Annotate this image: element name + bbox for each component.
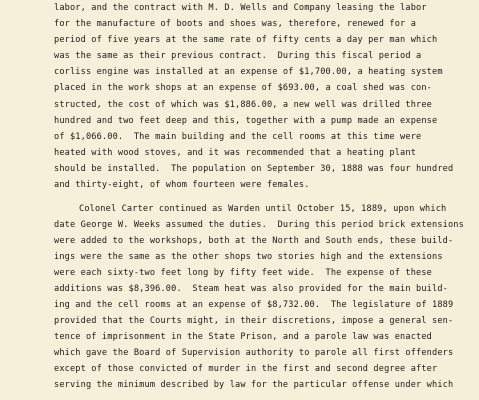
text-line: except of those convicted of murder in the first and second degree after: [54, 364, 438, 374]
text-line: and thirty-eight, of whom fourteen were females.: [54, 180, 310, 190]
text-line: of $1,066.00. The main building and the cell rooms at this time were: [54, 132, 422, 142]
text-line: were added to the workshops, both at the North and South ends, these build-: [54, 236, 454, 246]
text-line: were each sixty-two feet long by fifty feet wide. The expense of these: [54, 268, 432, 278]
text-line: was the same as their previous contract. During this fiscal period a: [54, 51, 422, 61]
text-line: hundred and two feet deep and this, together with a pump made an expense: [54, 116, 438, 126]
text-line: ings were the same as the other shops two stories high and the extensions: [54, 252, 443, 262]
text-line: should be installed. The population on September 30, 1888 was four hundred: [54, 164, 454, 174]
text-line: placed in the work shops at an expense of $693.00, a coal shed was con-: [54, 83, 432, 93]
text-line: Colonel Carter continued as Warden until October 15, 1889, upon which: [79, 204, 447, 214]
text-line: provided that the Courts might, in their discretions, impose a general sen-: [54, 316, 454, 326]
text-line: ing and the cell rooms at an expense of $8,732.00. The legislature of 1889: [54, 300, 454, 310]
text-line: serving the minimum described by law for the particular offense under which: [54, 380, 454, 390]
text-line: date George W. Weeks assumed the duties. During this period brick extensions: [54, 220, 464, 230]
text-line: labor, and the contract with M. D. Wells and Company leasing the labor: [54, 3, 427, 13]
text-line: structed, the cost of which was $1,886.00, a new well was drilled three: [54, 100, 432, 110]
text-line: period of five years at the same rate of fifty cents a day per man which: [54, 35, 438, 45]
text-line: corliss engine was installed at an expense of $1,700.00, a heating system: [54, 67, 443, 77]
text-line: heated with wood stoves, and it was recommended that a heating plant: [54, 148, 417, 158]
text-line: for the manufacture of boots and shoes was, therefore, renewed for a: [54, 19, 417, 29]
text-line: tence of imprisonment in the State Prison, and a parole law was enacted: [54, 332, 432, 342]
text-line: which gave the Board of Supervision authority to parole all first offenders: [54, 348, 454, 358]
text-line: additions was $8,396.00. Steam heat was also provided for the main build-: [54, 284, 448, 294]
